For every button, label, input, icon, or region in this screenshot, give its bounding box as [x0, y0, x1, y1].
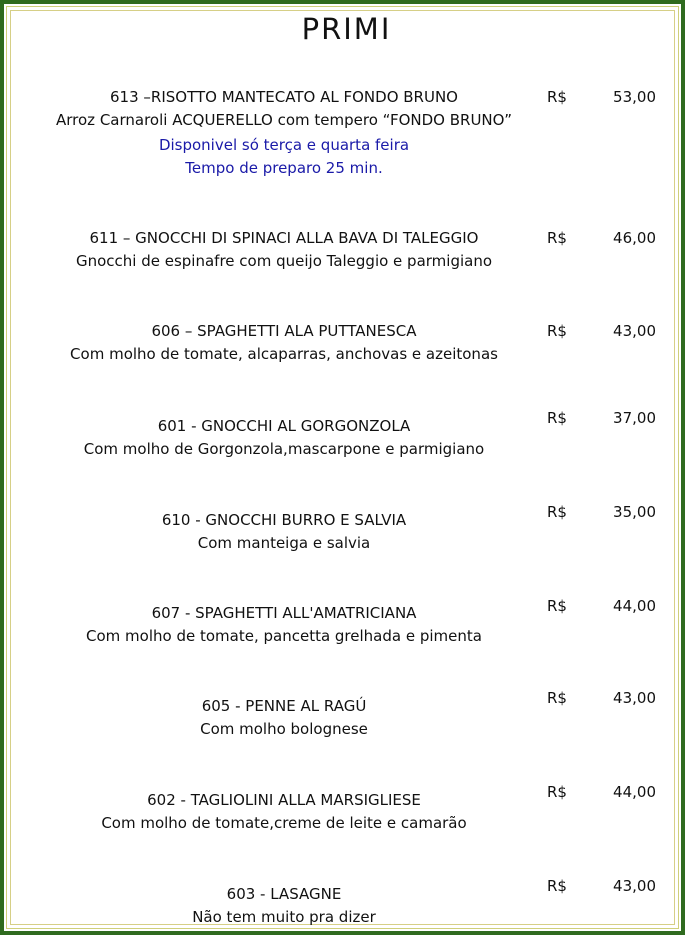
- dish-description: Com molho de tomate,creme de leite e camarão: [101, 814, 467, 832]
- currency-symbol: R$: [547, 503, 567, 521]
- currency-symbol: R$: [547, 877, 567, 895]
- dish-price: 53,00: [613, 88, 656, 106]
- dish-description: Gnocchi de espinafre com queijo Taleggio e parmigiano: [75, 252, 493, 270]
- page-title: PRIMI: [301, 12, 392, 46]
- dish-name: 603 - LASAGNE: [226, 885, 342, 903]
- dish-price: 37,00: [613, 409, 656, 427]
- dish-description: Com molho de Gorgonzola,mascarpone e parmigiano: [83, 440, 485, 458]
- currency-symbol: R$: [547, 322, 567, 340]
- currency-symbol: R$: [547, 88, 567, 106]
- dish-description: Com molho bolognese: [200, 720, 368, 738]
- dish-price: 43,00: [613, 689, 656, 707]
- availability-note: Disponivel só terça e quarta feira: [158, 136, 410, 154]
- dish-description: Arroz Carnaroli ACQUERELLO com tempero “FONDO BRUNO”: [56, 111, 512, 129]
- dish-description: Com molho de tomate, pancetta grelhada e pimenta: [86, 627, 482, 645]
- dish-price: 35,00: [613, 503, 656, 521]
- dish-name: 613 –RISOTTO MANTECATO AL FONDO BRUNO: [110, 88, 458, 106]
- currency-symbol: R$: [547, 409, 567, 427]
- currency-symbol: R$: [547, 229, 567, 247]
- dish-name: 601 - GNOCCHI AL GORGONZOLA: [157, 417, 411, 435]
- dish-description: Não tem muito pra dizer: [192, 908, 376, 926]
- dish-name: 610 - GNOCCHI BURRO E SALVIA: [161, 511, 407, 529]
- dish-price: 43,00: [613, 322, 656, 340]
- currency-symbol: R$: [547, 597, 567, 615]
- currency-symbol: R$: [547, 783, 567, 801]
- dish-name: 605 - PENNE AL RAGÚ: [201, 697, 367, 715]
- dish-description: Com molho de tomate, alcaparras, anchovas e azeitonas: [70, 345, 498, 363]
- dish-name: 602 - TAGLIOLINI ALLA MARSIGLIESE: [147, 791, 421, 809]
- dish-description: Com manteiga e salvia: [197, 534, 371, 552]
- dish-price: 44,00: [613, 597, 656, 615]
- currency-symbol: R$: [547, 689, 567, 707]
- dish-price: 43,00: [613, 877, 656, 895]
- dish-name: 606 – SPAGHETTI ALA PUTTANESCA: [151, 322, 417, 340]
- dish-price: 46,00: [613, 229, 656, 247]
- dish-price: 44,00: [613, 783, 656, 801]
- dish-name: 611 – GNOCCHI DI SPINACI ALLA BAVA DI TALEGGIO: [89, 229, 479, 247]
- prep-time-note: Tempo de preparo 25 min.: [185, 159, 383, 177]
- dish-name: 607 - SPAGHETTI ALL'AMATRICIANA: [151, 604, 417, 622]
